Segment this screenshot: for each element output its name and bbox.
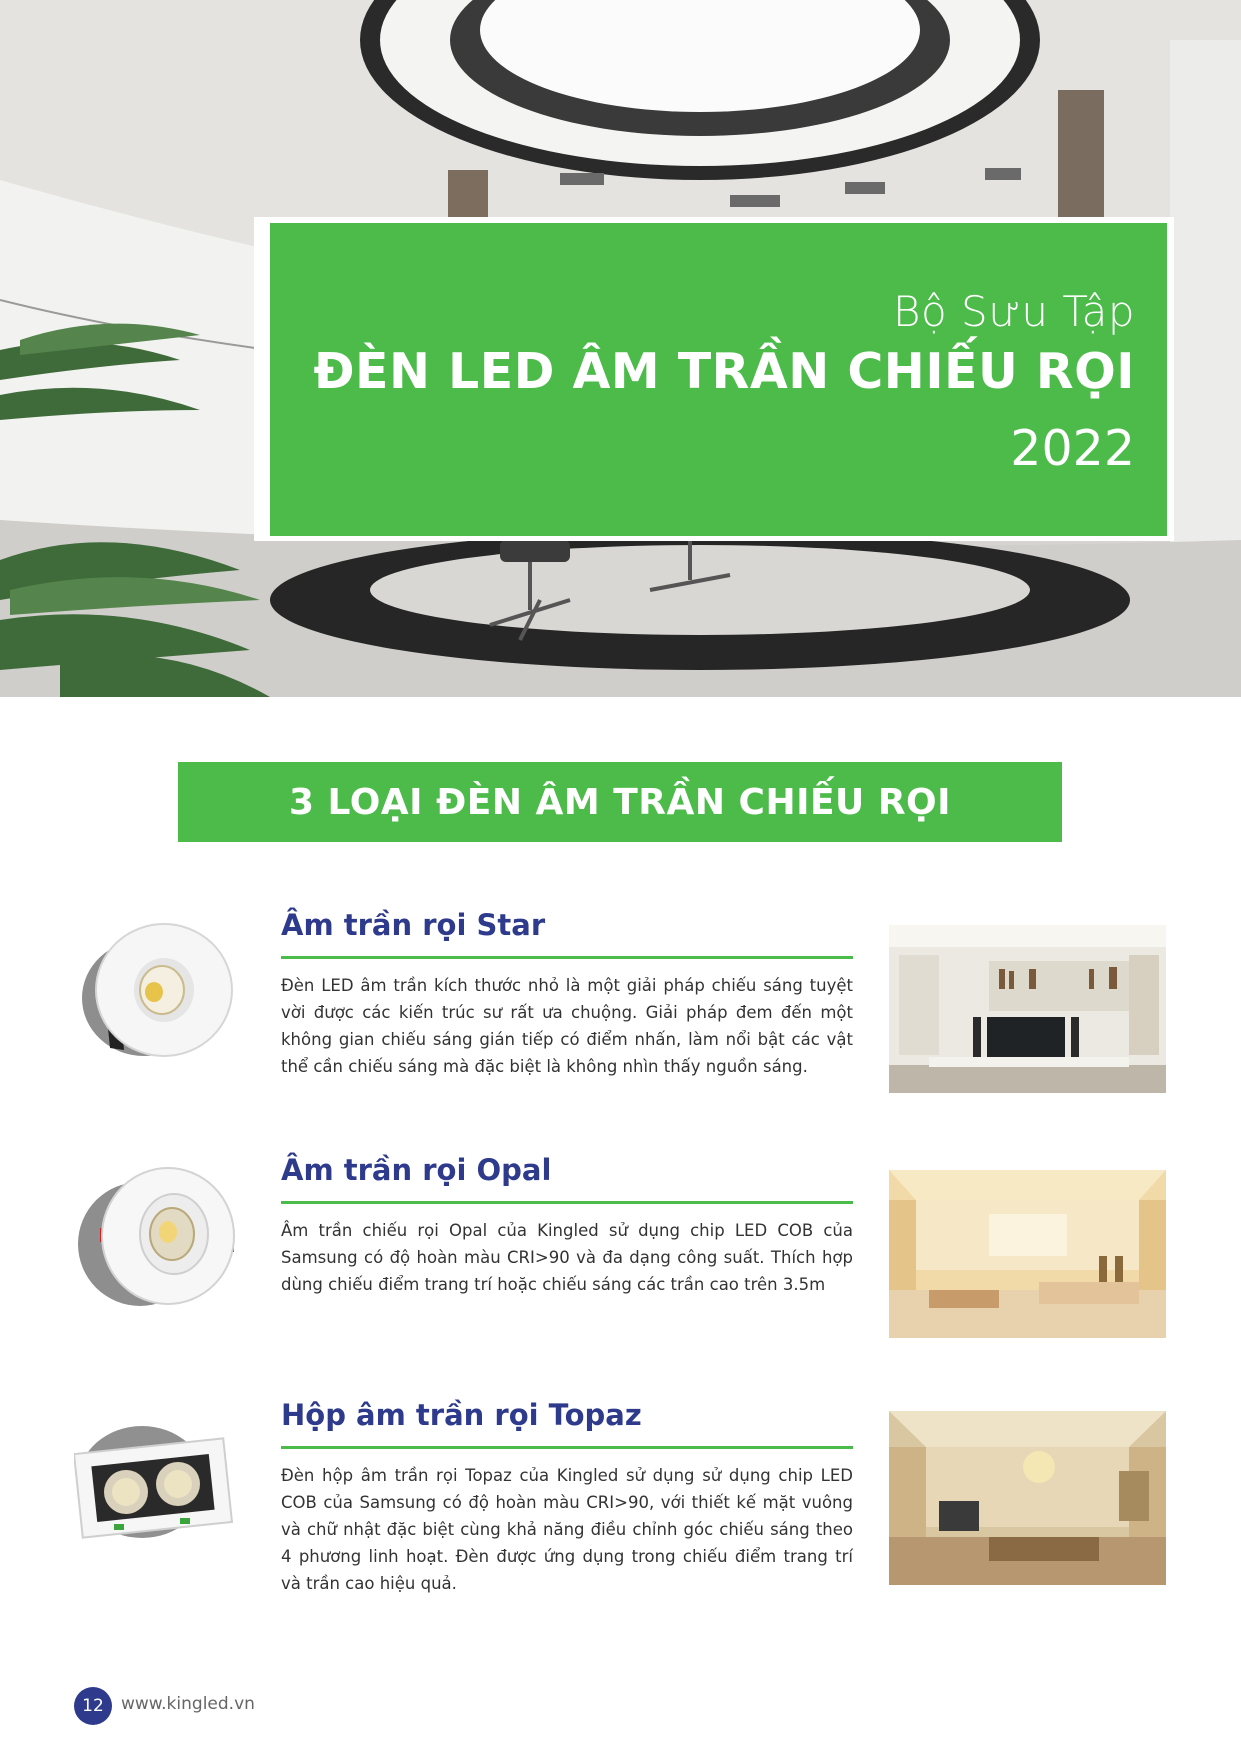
product-title-topaz: Hộp âm trần rọi Topaz	[281, 1398, 642, 1432]
star-downlight-image	[74, 918, 234, 1068]
product-description-star: Đèn LED âm trần kích thước nhỏ là một giải pháp chiếu sáng tuyệt vời được các kiến trúc sư rất ưa chuộng. Giải pháp đem đến một không gian chiếu sáng gián tiếp có điểm nhấn, làm nổi bật các vật thể cần chiếu sáng mà đặc biệt là không nhìn thấy nguồn sáng.	[281, 976, 853, 1076]
topaz-box-downlight-image	[74, 1420, 234, 1550]
collection-year: 2022	[1010, 420, 1135, 477]
collection-title: ĐÈN LED ÂM TRẦN CHIẾU RỌI	[313, 343, 1135, 400]
living-room-chandelier-photo	[889, 1411, 1166, 1585]
product-description-topaz: Đèn hộp âm trần rọi Topaz của Kingled sử dụng sử dụng chip LED COB của Samsung có độ hoàn màu CRI>90, với thiết kế mặt vuông và chữ nhật đặc biệt cùng khả năng điều chỉnh góc chiếu sáng theo 4 phương linh hoạt. Đèn được ứng dụng trong chiếu điểm trang trí và trần cao hiệu quả.	[281, 1466, 853, 1593]
product-divider	[281, 956, 853, 959]
product-title-star: Âm trần rọi Star	[281, 908, 546, 942]
product-description-opal: Âm trần chiếu rọi Opal của Kingled sử dụng chip LED COB của Samsung có độ hoàn màu CRI>90 và đa dạng công suất. Thích hợp dùng chiếu điểm trang trí hoặc chiếu sáng các trần cao trên 3.5m	[281, 1221, 853, 1294]
website-link[interactable]: www.kingled.vn	[121, 1694, 255, 1714]
title-box	[270, 223, 1167, 536]
section-heading: 3 LOẠI ĐÈN ÂM TRẦN CHIẾU RỌI	[178, 762, 1062, 842]
living-room-tv-photo	[889, 925, 1166, 1093]
product-divider	[281, 1201, 853, 1204]
page-number: 12	[74, 1687, 112, 1725]
product-divider	[281, 1446, 853, 1449]
collection-subtitle: Bộ Sưu Tập	[893, 287, 1135, 336]
product-title-opal: Âm trần rọi Opal	[281, 1153, 552, 1187]
living-room-warm-photo	[889, 1170, 1166, 1338]
opal-downlight-image	[72, 1158, 242, 1318]
